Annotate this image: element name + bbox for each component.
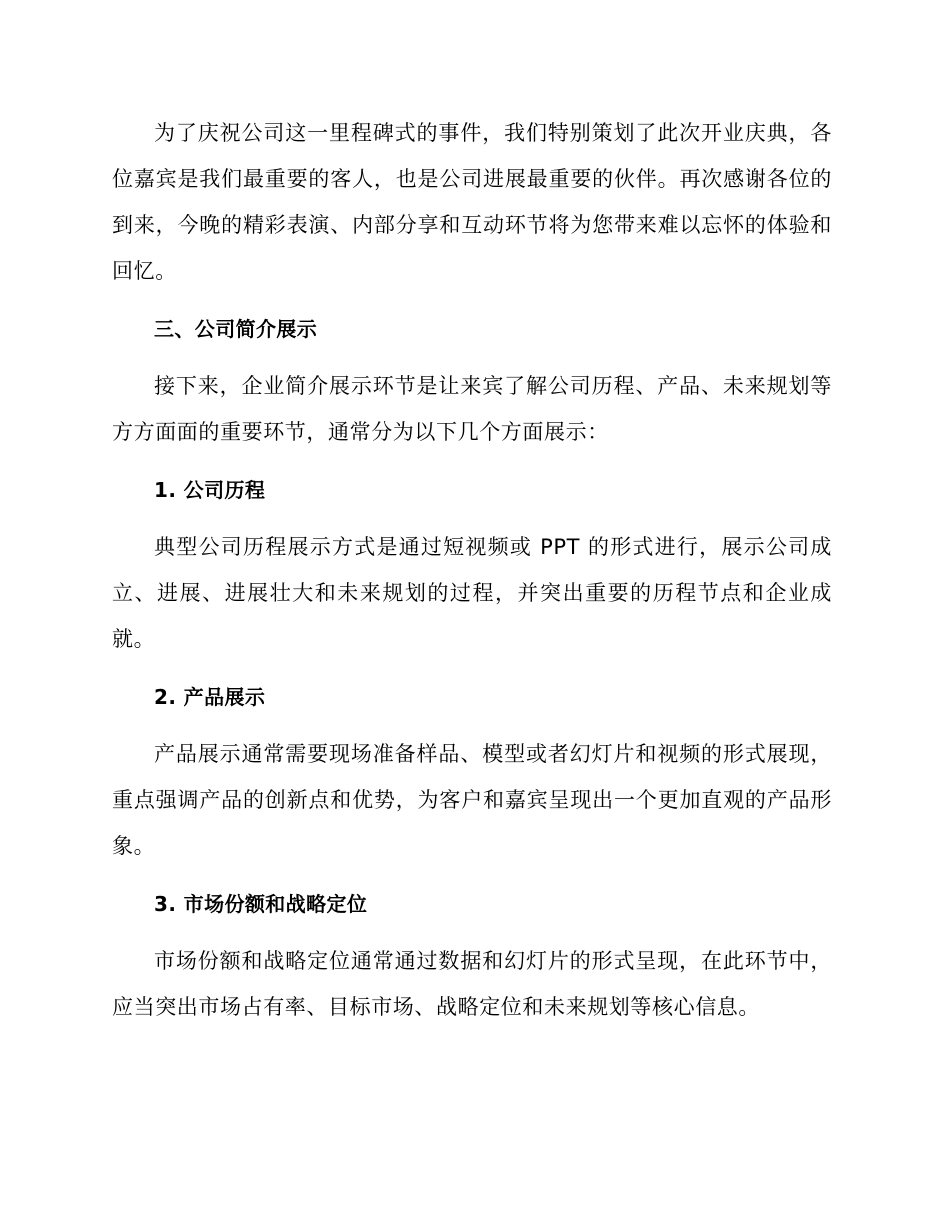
item-heading-company-history: 1. 公司历程 <box>154 478 266 502</box>
item-paragraph-market-strategy: 市场份额和战略定位通常通过数据和幻灯片的形式呈现，在此环节中，应当突出市场占有率、目标市场、战略定位和未来规划等核心信息。 <box>112 949 832 1019</box>
intro-paragraph: 为了庆祝公司这一里程碑式的事件，我们特别策划了此次开业庆典，各位嘉宾是我们最重要的客人，也是公司进展最重要的伙伴。再次感谢各位的到来，今晚的精彩表演、内部分享和互动环节将为您带来难以忘怀的体验和回忆。 <box>112 121 832 283</box>
item-heading-product-showcase: 2. 产品展示 <box>154 685 266 709</box>
document-body <box>112 110 832 1030</box>
item-heading-market-strategy: 3. 市场份额和战略定位 <box>154 892 368 916</box>
section-intro-paragraph: 接下来，企业简介展示环节是让来宾了解公司历程、产品、未来规划等方方面面的重要环节，通常分为以下几个方面展示： <box>112 374 832 444</box>
section-heading-company-profile: 三、公司简介展示 <box>154 317 318 341</box>
item-paragraph-company-history: 典型公司历程展示方式是通过短视频或 PPT 的形式进行，展示公司成立、进展、进展壮大和未来规划的过程，并突出重要的历程节点和企业成就。 <box>112 535 832 651</box>
item-paragraph-product-showcase: 产品展示通常需要现场准备样品、模型或者幻灯片和视频的形式展现，重点强调产品的创新点和优势，为客户和嘉宾呈现出一个更加直观的产品形象。 <box>112 742 832 858</box>
